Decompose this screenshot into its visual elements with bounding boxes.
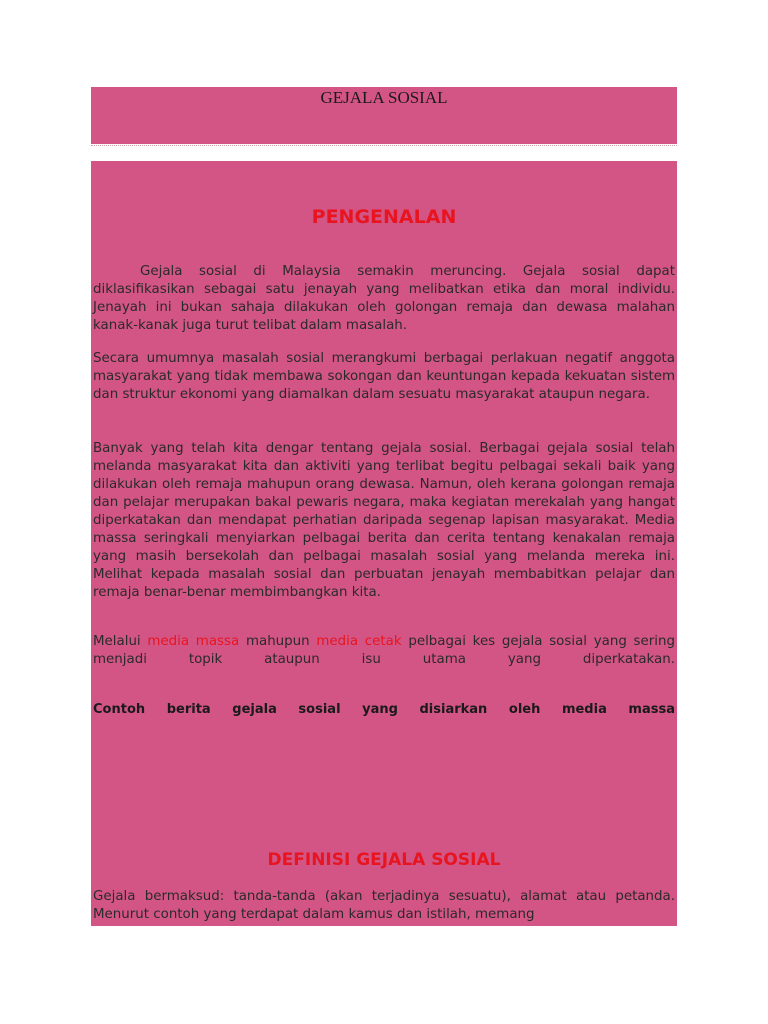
- content-panel: [91, 161, 677, 926]
- document-title: GEJALA SOSIAL: [320, 88, 448, 107]
- title-banner: [91, 87, 677, 144]
- paragraph-intro-1: Gejala sosial di Malaysia semakin meruncing. Gejala sosial dapat diklasifikasikan sebagai satu jenayah yang melibatkan etika dan moral individu. Jenayah ini bukan sahaja dilakukan oleh golongan remaja dan dewasa malahan kanak-kanak juga turut telibat dalam masalah.: [93, 264, 675, 333]
- section-heading-pengenalan: PENGENALAN: [311, 206, 457, 228]
- paragraph-intro-4: [93, 633, 675, 669]
- paragraph-definition-1: Gejala bermaksud: tanda-tanda (akan terjadinya sesuatu), alamat atau petanda. Menurut contoh yang terdapat dalam kamus dan istilah, memang: [93, 889, 675, 922]
- section-heading-definisi: DEFINISI GEJALA SOSIAL: [267, 850, 501, 870]
- paragraph-intro-3: Banyak yang telah kita dengar tentang gejala sosial. Berbagai gejala sosial telah melanda masyarakat kita dan aktiviti yang terlibat begitu pelbagai sekali baik yang dilakukan oleh remaja mahupun orang dewasa. Namun, oleh kerana golongan remaja dan pelajar merupakan bakal pewaris negara, maka kegiatan merekalah yang hangat diperkatakan dan mendapat perhatian daripada segenap lapisan masyarakat. Media massa seringkali menyiarkan pelbagai berita dan cerita tentang kenakalan remaja yang masih bersekolah dan pelbagai masalah sosial yang melanda mereka ini. Melihat kepada masalah sosial dan perbuatan jenayah membabitkan pelajar dan remaja benar-benar membimbangkan kita.: [93, 441, 675, 600]
- link-media-cetak[interactable]: media cetak: [316, 634, 402, 649]
- link-media-massa[interactable]: media massa: [147, 634, 240, 649]
- text-segment: mahupun: [239, 634, 317, 649]
- divider: [91, 145, 677, 146]
- news-examples-label: Contoh berita gejala sosial yang disiarkan oleh media massa: [93, 702, 675, 717]
- text-segment: Melalui: [93, 634, 148, 649]
- text-segment: pelbagai kes gejala sosial yang sering menjadi topik ataupun isu utama yang diperkatakan.: [93, 634, 675, 667]
- paragraph-intro-2: Secara umumnya masalah sosial merangkumi berbagai perlakuan negatif anggota masyarakat yang tidak membawa sokongan dan keuntungan kepada kekuatan sistem dan struktur ekonomi yang diamalkan dalam sesuatu masyarakat ataupun negara.: [93, 351, 675, 402]
